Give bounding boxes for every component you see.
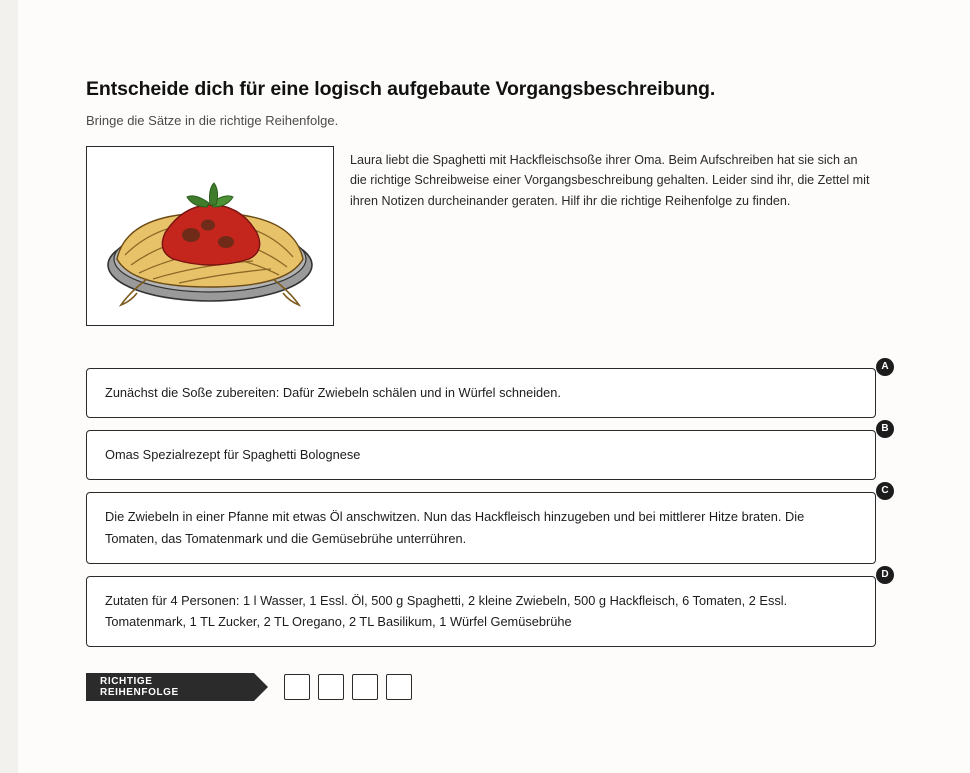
sentence-card-b-text: Omas Spezialrezept für Spaghetti Bolognese [105, 447, 361, 463]
sentence-card-d-text: Zutaten für 4 Personen: 1 l Wasser, 1 Essl. Öl, 500 g Spaghetti, 2 kleine Zwiebeln, 500 g Hackfleisch, 6 Tomaten, 2 Essl. Tomatenmark, 1 TL Zucker, 2 TL Oregano, 2 TL Basilikum, 1 Würfel Gemüsebrühe [105, 592, 788, 630]
sentence-card-c-wrap [86, 485, 889, 563]
sentence-card-c[interactable] [86, 492, 876, 563]
intro-text: Laura liebt die Spaghetti mit Hackfleischsoße ihrer Oma. Beim Aufschreiben hat sie sich an die richtige Schreibweise einer Vorgangsbeschreibung gehalten. Leider sind ihr, die Zettel mit ihren Notizen durcheinander geraten. Hilf ihr die richtige Reihenfolge zu finden. [350, 153, 870, 208]
spaghetti-illustration [86, 146, 334, 326]
intro-row [86, 146, 886, 326]
card-badge-c: C [876, 482, 894, 500]
sentence-card-a[interactable] [86, 368, 876, 418]
sentence-card-c-text: Die Zwiebeln in einer Pfanne mit etwas Öl anschwitzen. Nun das Hackfleisch hinzugeben und bei mittlerer Hitze braten. Die Tomaten, das Tomatenmark und die Gemüsebrühe unterrühren. [105, 509, 805, 546]
answer-slot-4[interactable] [386, 674, 412, 700]
answer-slot-group [284, 674, 412, 700]
answer-label-text: RICHTIGE REIHENFOLGE [100, 676, 179, 699]
answer-label-tag [86, 673, 254, 701]
answer-slot-1[interactable] [284, 674, 310, 700]
page-title: Entscheide dich für eine logisch aufgebaute Vorgangsbeschreibung. [86, 78, 716, 100]
page-left-margin-strip [0, 0, 18, 773]
sentence-card-b[interactable] [86, 430, 876, 480]
exercise-content [86, 78, 889, 701]
sentence-card-list [86, 361, 889, 647]
sentence-card-b-wrap [86, 423, 889, 480]
answer-slot-2[interactable] [318, 674, 344, 700]
answer-row [86, 673, 886, 701]
sentence-card-a-text: Zunächst die Soße zubereiten: Dafür Zwiebeln schälen und in Würfel schneiden. [105, 385, 561, 400]
sentence-card-d-wrap [86, 568, 889, 647]
card-badge-a: A [876, 358, 894, 376]
sentence-card-a-wrap [86, 361, 889, 418]
card-badge-b: B [876, 420, 894, 438]
card-badge-d: D [876, 566, 894, 584]
page-subtitle: Bringe die Sätze in die richtige Reihenfolge. [86, 113, 339, 128]
answer-slot-3[interactable] [352, 674, 378, 700]
spaghetti-icon [87, 147, 333, 325]
sentence-card-d[interactable] [86, 576, 876, 647]
